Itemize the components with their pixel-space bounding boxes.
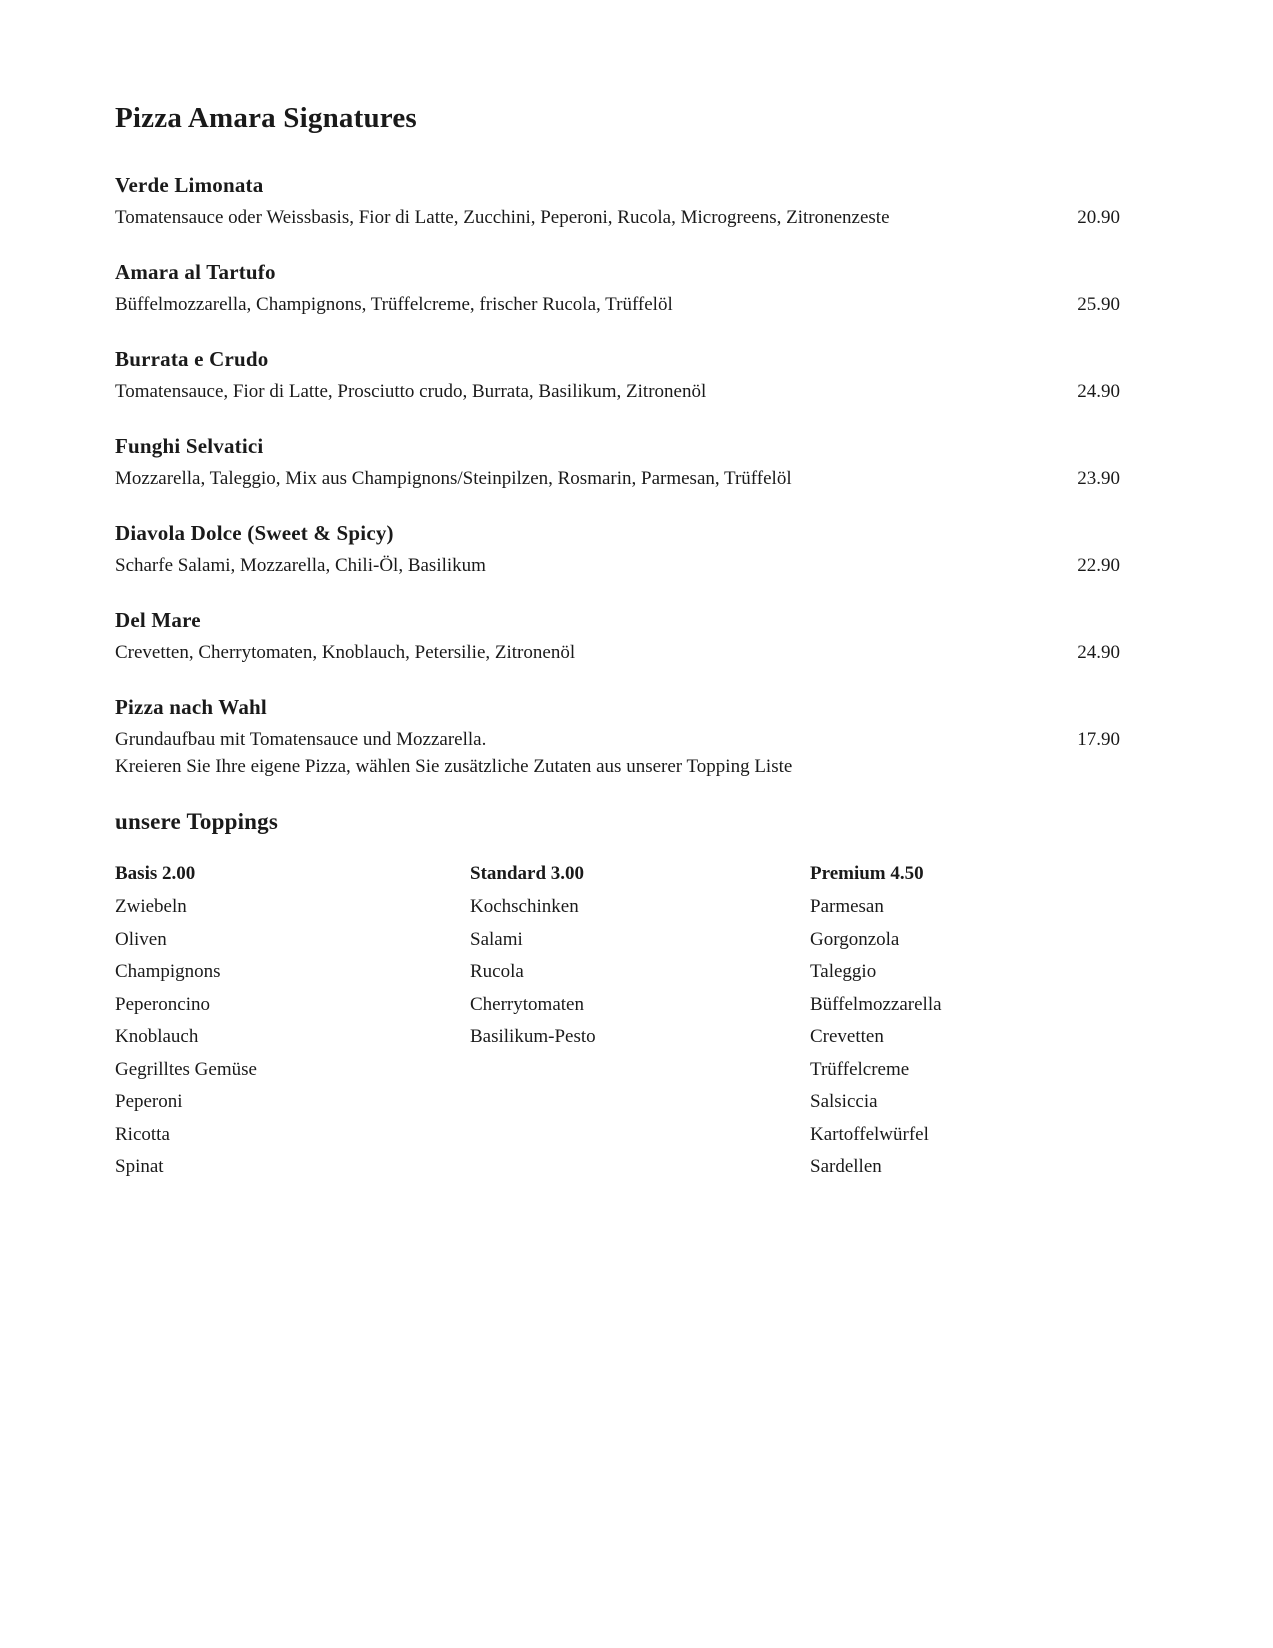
- topping-item: Taleggio: [810, 961, 877, 982]
- toppings-column-premium: [810, 861, 1120, 1184]
- toppings-column-header: Basis 2.00: [115, 863, 196, 884]
- menu-item-row: [115, 378, 1120, 405]
- toppings-list: [470, 891, 810, 1054]
- topping-item: Rucola: [470, 961, 524, 982]
- menu-item-diavola-dolce: [115, 521, 1120, 579]
- menu-item-row: [115, 639, 1120, 666]
- menu-item-price: 22.90: [1077, 555, 1120, 576]
- menu-item-price: 24.90: [1077, 381, 1120, 402]
- toppings-grid: [115, 861, 1120, 1184]
- menu-item-name: Del Mare: [115, 608, 201, 632]
- topping-item: Parmesan: [810, 896, 884, 917]
- menu-item-name: Diavola Dolce (Sweet & Spicy): [115, 521, 394, 545]
- menu-item-row: [115, 552, 1120, 579]
- menu-item-name: Amara al Tartufo: [115, 260, 276, 284]
- topping-item: Salsiccia: [810, 1091, 878, 1112]
- menu-item-pizza-nach-wahl: [115, 695, 1120, 780]
- menu-item-name: Funghi Selvatici: [115, 434, 264, 458]
- menu-item-row: [115, 204, 1120, 231]
- menu-item-description: Tomatensauce oder Weissbasis, Fior di Latte, Zucchini, Peperoni, Rucola, Microgreens, Zitronenzeste: [115, 207, 890, 228]
- toppings-column-basis: [115, 861, 470, 1184]
- topping-item: Sardellen: [810, 1156, 882, 1177]
- menu-item-amara-al-tartufo: [115, 260, 1120, 318]
- topping-item: Gorgonzola: [810, 928, 900, 950]
- topping-item: Kochschinken: [470, 896, 579, 917]
- menu-item-price: 25.90: [1077, 294, 1120, 315]
- topping-item: Zwiebeln: [115, 896, 187, 917]
- menu-item-burrata-e-crudo: [115, 347, 1120, 405]
- menu-item-description: Büffelmozzarella, Champignons, Trüffelcreme, frischer Rucola, Trüffelöl: [115, 294, 673, 315]
- topping-item: Büffelmozzarella: [810, 993, 942, 1015]
- page-title: Pizza Amara Signatures: [115, 102, 417, 134]
- menu-item-name: Verde Limonata: [115, 173, 264, 197]
- menu-item-price: 20.90: [1077, 207, 1120, 228]
- topping-item: Gegrilltes Gemüse: [115, 1058, 257, 1080]
- menu-item-name: Burrata e Crudo: [115, 347, 269, 371]
- toppings-column-header: Standard 3.00: [470, 863, 585, 884]
- toppings-title: unsere Toppings: [115, 809, 279, 834]
- menu-item-price: 23.90: [1077, 468, 1120, 489]
- menu-item-del-mare: [115, 608, 1120, 666]
- toppings-list: [810, 891, 1120, 1184]
- topping-item: Trüffelcreme: [810, 1058, 910, 1080]
- menu-item-note: Kreieren Sie Ihre eigene Pizza, wählen Sie zusätzliche Zutaten aus unserer Topping Liste: [115, 756, 793, 777]
- toppings-column-header: Premium 4.50: [810, 863, 924, 884]
- menu-item-price: 24.90: [1077, 642, 1120, 663]
- topping-item: Spinat: [115, 1156, 164, 1177]
- menu-item-name: Pizza nach Wahl: [115, 695, 267, 719]
- topping-item: Oliven: [115, 928, 167, 950]
- toppings-list: [115, 891, 470, 1184]
- topping-item: Knoblauch: [115, 1026, 199, 1047]
- topping-item: Ricotta: [115, 1123, 170, 1145]
- topping-item: Cherrytomaten: [470, 993, 584, 1015]
- menu-item-verde-limonata: [115, 173, 1120, 231]
- topping-item: Crevetten: [810, 1026, 884, 1047]
- menu-item-description: Scharfe Salami, Mozzarella, Chili-Öl, Basilikum: [115, 555, 486, 576]
- topping-item: Salami: [470, 928, 523, 950]
- topping-item: Champignons: [115, 961, 221, 982]
- menu-item-row: [115, 465, 1120, 492]
- menu-item-description: Crevetten, Cherrytomaten, Knoblauch, Petersilie, Zitronenöl: [115, 642, 576, 663]
- menu-item-row: [115, 726, 1120, 753]
- topping-item: Kartoffelwürfel: [810, 1123, 929, 1145]
- toppings-column-standard: [470, 861, 810, 1184]
- menu-item-row: [115, 291, 1120, 318]
- signatures-section: [115, 173, 1120, 780]
- topping-item: Peperoncino: [115, 993, 210, 1015]
- topping-item: Peperoni: [115, 1091, 183, 1112]
- menu-item-price: 17.90: [1077, 729, 1120, 750]
- menu-item-description: Tomatensauce, Fior di Latte, Prosciutto crudo, Burrata, Basilikum, Zitronenöl: [115, 381, 707, 402]
- menu-item-description: Grundaufbau mit Tomatensauce und Mozzarella.: [115, 729, 487, 750]
- menu-item-description: Mozzarella, Taleggio, Mix aus Champignons/Steinpilzen, Rosmarin, Parmesan, Trüffelöl: [115, 468, 792, 489]
- topping-item: Basilikum-Pesto: [470, 1026, 596, 1047]
- menu-item-funghi-selvatici: [115, 434, 1120, 492]
